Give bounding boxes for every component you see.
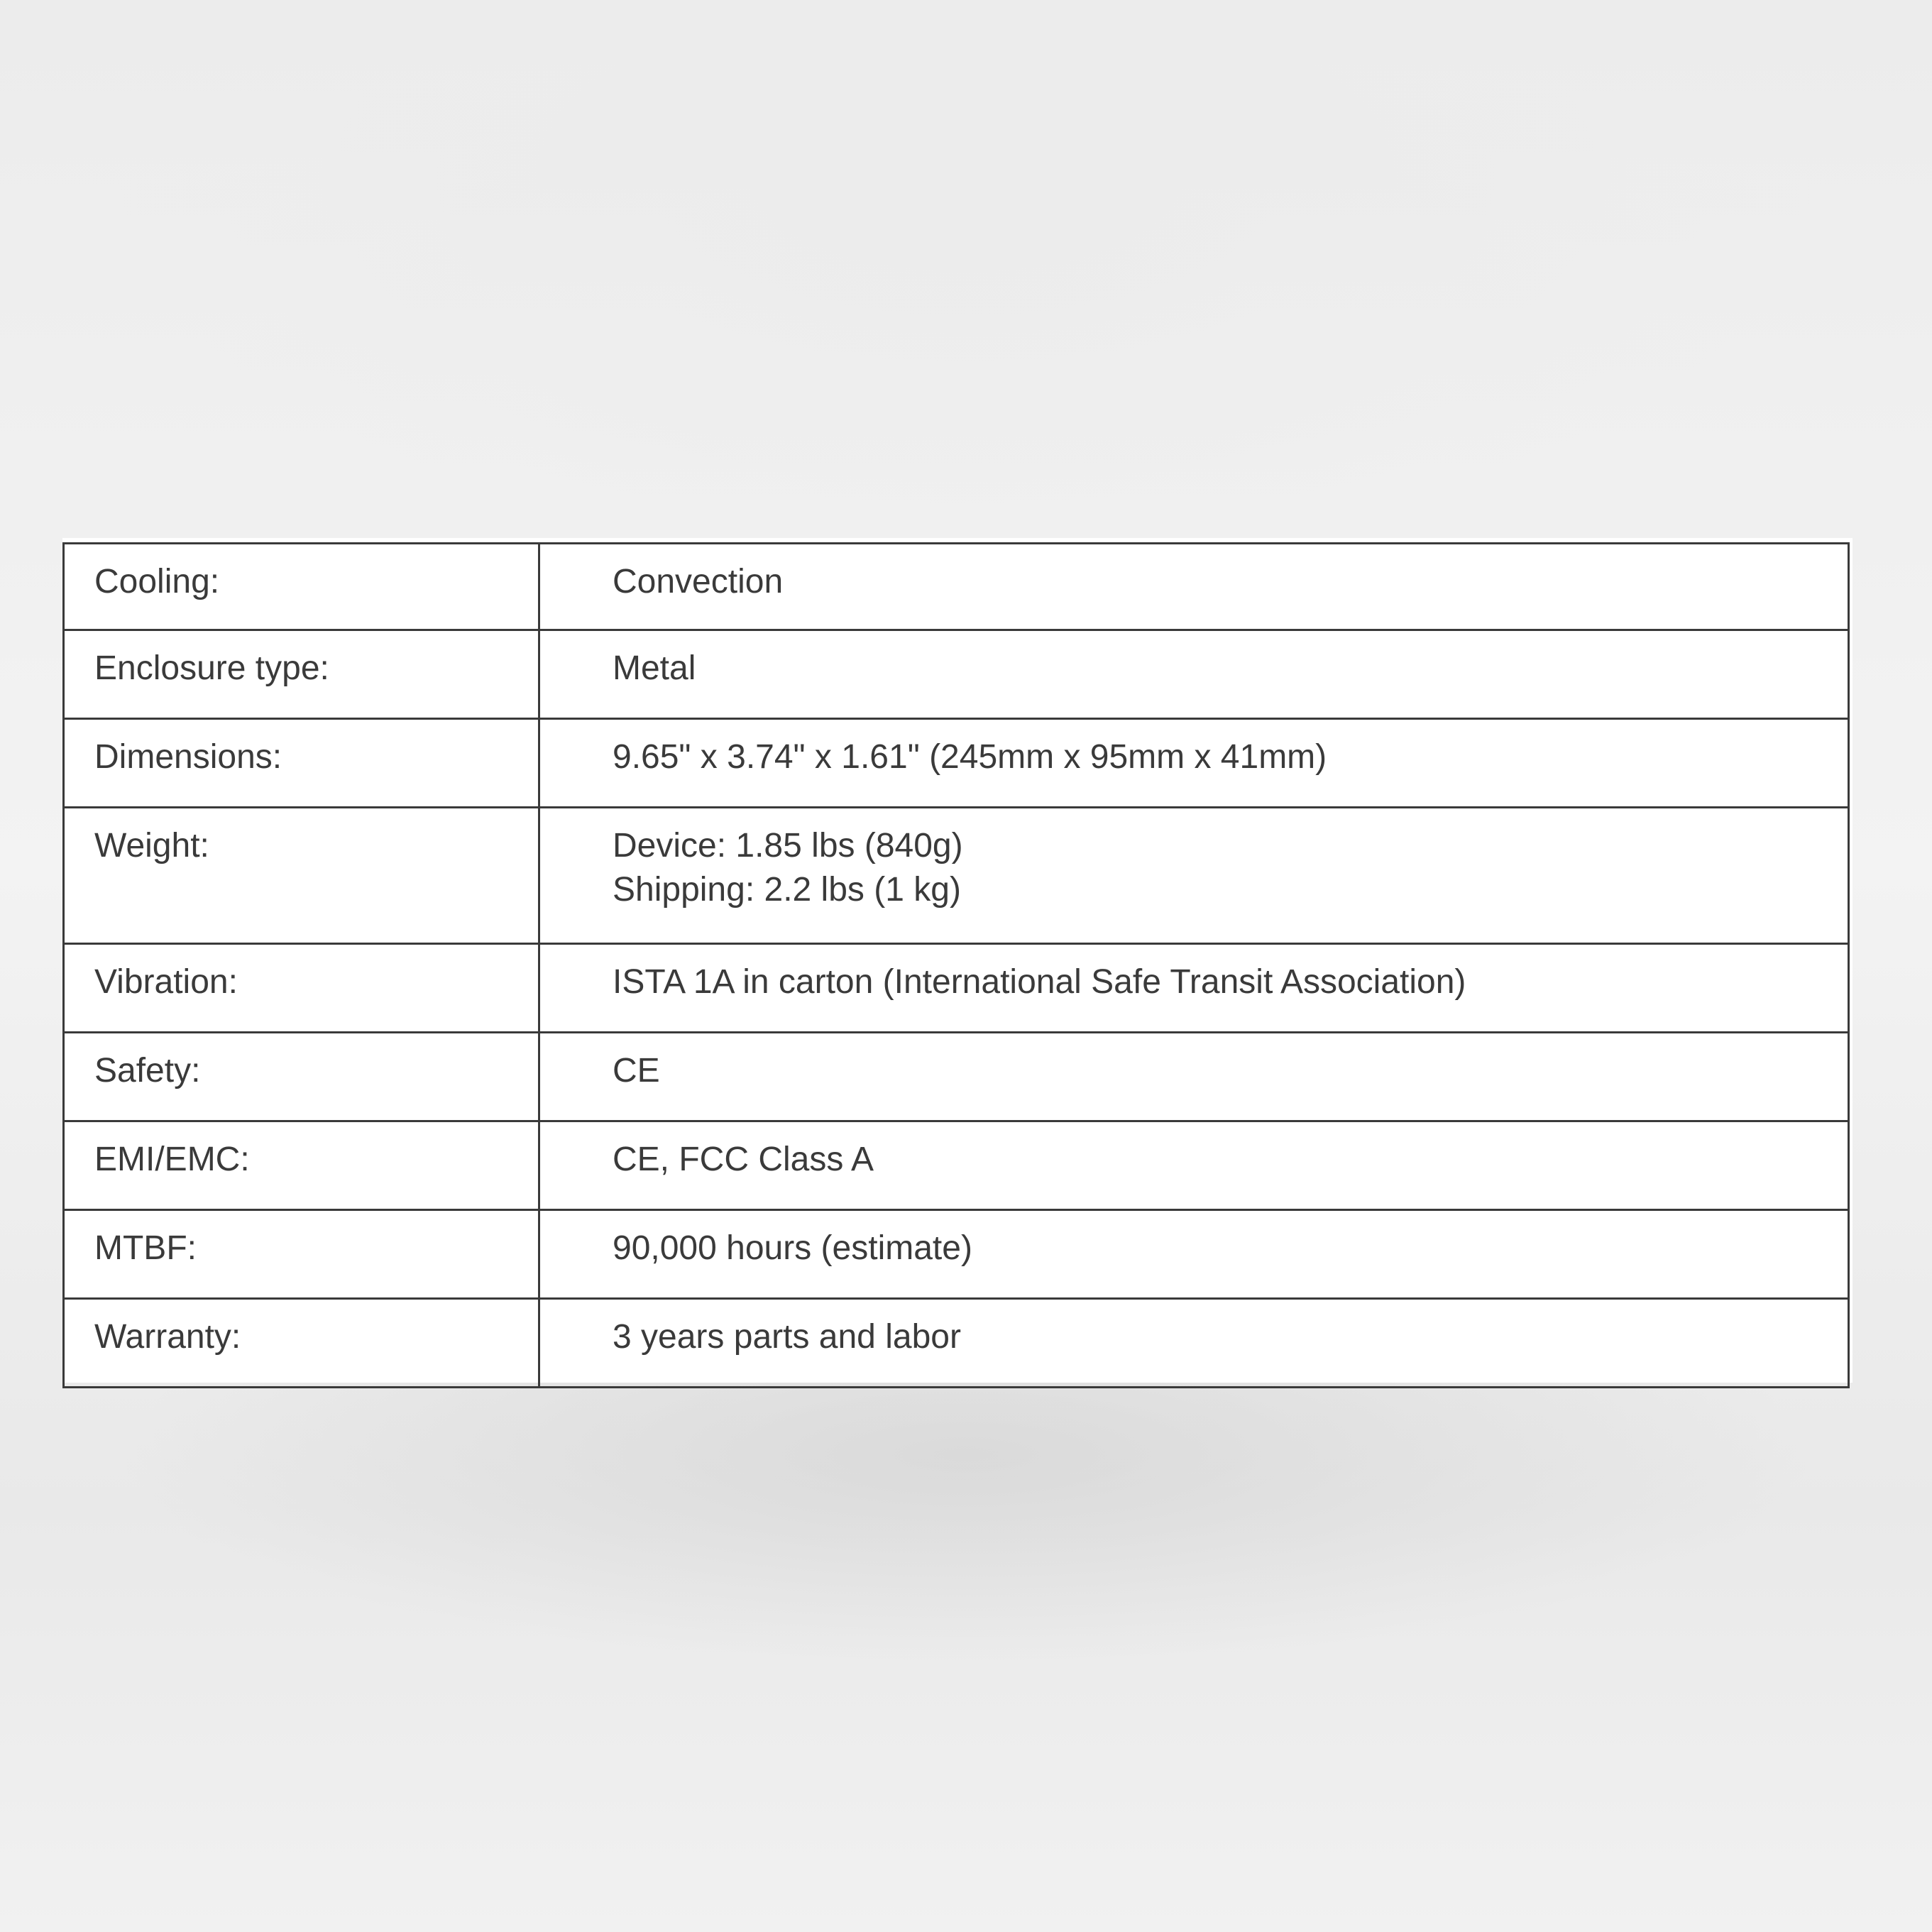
spec-value-line: Convection: [613, 563, 784, 600]
spec-label: Weight:: [64, 808, 539, 944]
spec-value-line: 9.65" x 3.74" x 1.61" (245mm x 95mm x 41mm): [613, 738, 1327, 776]
table-row: [64, 1121, 1849, 1210]
spec-value: [539, 1299, 1849, 1388]
table-row: [64, 944, 1849, 1033]
spec-value-line: Device: 1.85 lbs (840g): [613, 827, 963, 865]
spec-value-line: Metal: [613, 649, 696, 687]
spec-value: [539, 544, 1849, 630]
spec-label: Warranty:: [64, 1299, 539, 1388]
spec-value: [539, 1210, 1849, 1299]
table-row: [64, 1210, 1849, 1299]
spec-value: [539, 944, 1849, 1033]
spec-value: [539, 1121, 1849, 1210]
spec-value-line: CE, FCC Class A: [613, 1141, 874, 1178]
table-row: [64, 1033, 1849, 1121]
spec-label: Vibration:: [64, 944, 539, 1033]
spec-value-line: Shipping: 2.2 lbs (1 kg): [613, 871, 961, 909]
spec-value-line: 90,000 hours (estimate): [613, 1229, 972, 1267]
table-row: [64, 719, 1849, 808]
spec-label: Enclosure type:: [64, 630, 539, 719]
spec-value-line: 3 years parts and labor: [613, 1318, 961, 1356]
spec-value: [539, 1033, 1849, 1121]
table-row: [64, 808, 1849, 944]
spec-value-line: CE: [613, 1052, 660, 1090]
spec-value: [539, 808, 1849, 944]
spec-label: Cooling:: [64, 544, 539, 630]
spec-label: MTBF:: [64, 1210, 539, 1299]
spec-label: Safety:: [64, 1033, 539, 1121]
spec-card: [62, 538, 1853, 1383]
table-row: [64, 630, 1849, 719]
table-row: [64, 544, 1849, 630]
spec-label: EMI/EMC:: [64, 1121, 539, 1210]
spec-label: Dimensions:: [64, 719, 539, 808]
spec-value: [539, 719, 1849, 808]
spec-table: [62, 542, 1850, 1388]
table-row: [64, 1299, 1849, 1388]
spec-value: [539, 630, 1849, 719]
spec-value-line: ISTA 1A in carton (International Safe Transit Association): [613, 963, 1466, 1001]
